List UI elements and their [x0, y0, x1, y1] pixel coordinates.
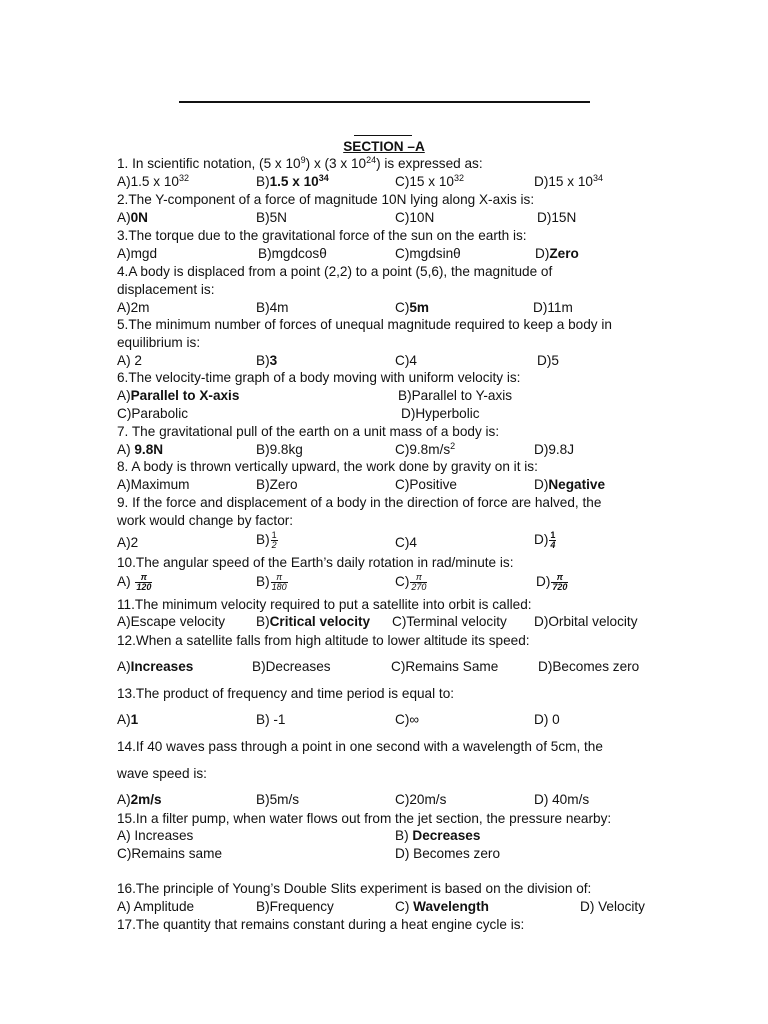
fraction — [135, 573, 152, 592]
answer-option: B)mgdcosθ — [258, 246, 327, 261]
answer-emphasis: Wavelength — [413, 899, 489, 914]
answer-option: A)1 — [117, 712, 139, 727]
question-text: 11.The minimum velocity required to put a satellite into orbit is called: — [117, 597, 532, 612]
answer-option: A) 9.8N — [117, 442, 164, 457]
answer-option: $C)9.8m/s^2$ — [395, 441, 456, 457]
answer-option: C) $\frac{\pi}{270}$ — [395, 572, 427, 592]
answer-option: D)Orbital velocity — [534, 614, 638, 629]
question-text-continued: wave speed is: — [117, 766, 207, 781]
fraction — [271, 531, 278, 550]
answer-emphasis: Decreases — [412, 828, 481, 843]
fraction-denominator: 120 — [136, 582, 152, 592]
question-text: 12.When a satellite falls from high altitude to lower altitude its speed: — [117, 633, 530, 648]
exponent: 32 — [178, 173, 189, 183]
answer-option: A)Parallel to X-axis — [117, 388, 240, 403]
fraction-denominator: 270 — [411, 582, 427, 592]
answer-option: C)10N — [395, 210, 435, 225]
answer-emphasis: Increases — [130, 659, 194, 674]
exponent: 32 — [453, 173, 464, 183]
question-text-continued: equilibrium is: — [117, 335, 201, 350]
answer-option: C)20m/s — [395, 792, 447, 807]
answer-option: D)15N — [537, 210, 577, 225]
answer-option: D)15 x $10^{34}$ — [534, 173, 603, 189]
exponent: 9 — [300, 155, 306, 165]
question-text: 16.The principle of Young’s Double Slits experiment is based on the division of: — [117, 881, 592, 896]
answer-option: A)Increases — [117, 659, 194, 674]
answer-option: A) Increases — [117, 828, 194, 843]
answer-option: D) Becomes zero — [395, 846, 501, 861]
answer-emphasis: 5m — [409, 300, 430, 315]
answer-option: D)Negative — [534, 477, 606, 492]
question-text: 1. In scientific notation, (5 x $10^9$) x (3 x $10^{24}$) is expressed as: — [117, 155, 483, 171]
answer-emphasis: 1.5 x 10 — [269, 174, 319, 189]
answer-option: D)9.8J — [534, 442, 575, 457]
answer-option: D)11m — [533, 300, 573, 315]
exponent: 34 — [318, 173, 329, 183]
answer-option: D) $\frac{1}{4}$ — [534, 530, 556, 550]
question-text: 2.The Y-component of a force of magnitude 10N lying along X-axis is: — [117, 192, 535, 207]
answer-option: D) 40m/s — [534, 792, 590, 807]
answer-option: B) $\frac{\pi}{180}$ — [256, 572, 287, 592]
fraction-denominator: 720 — [552, 582, 568, 592]
answer-option: B) $\frac{1}{2}$ — [256, 530, 277, 550]
fraction — [549, 531, 556, 550]
question-text-continued: displacement is: — [117, 282, 215, 297]
answer-option: C)15 x $10^{32}$ — [395, 173, 464, 189]
fraction-denominator: 2 — [271, 540, 277, 550]
answer-option: A)Maximum — [117, 477, 190, 492]
answer-option: B)Parallel to Y-axis — [398, 388, 513, 403]
answer-emphasis: Zero — [549, 246, 579, 261]
answer-option: C)5m — [395, 300, 430, 315]
question-text: 5.The minimum number of forces of unequal magnitude required to keep a body in — [117, 317, 612, 332]
question-text: 13.The product of frequency and time period is equal to: — [117, 686, 455, 701]
question-text: 17.The quantity that remains constant during a heat engine cycle is: — [117, 917, 525, 932]
answer-option: D)Becomes zero — [538, 659, 640, 674]
answer-option: A)1.5 x $10^{32}$ — [117, 173, 189, 189]
answer-option: B)3 — [256, 353, 278, 368]
question-text: 8. A body is thrown vertically upward, the work done by gravity on it is: — [117, 459, 538, 474]
fraction-numerator: 1 — [550, 530, 556, 540]
answer-option: A)2m — [117, 300, 150, 315]
question-text: 3.The torque due to the gravitational force of the sun on the earth is: — [117, 228, 527, 243]
answer-option: C)Positive — [395, 477, 457, 492]
fraction — [551, 573, 568, 592]
answer-option: A)2 — [117, 535, 139, 550]
answer-option: C)mgdsinθ — [395, 246, 461, 261]
fraction-denominator: 180 — [271, 582, 287, 592]
exponent: 24 — [366, 155, 377, 165]
section-title: SECTION –A — [343, 139, 425, 154]
fraction-numerator: π — [410, 573, 427, 583]
fraction — [271, 573, 288, 592]
answer-option: D) 0 — [534, 712, 560, 727]
answer-option: C)∞ — [395, 712, 420, 727]
answer-option: B)9.8kg — [256, 442, 303, 457]
answer-emphasis: 1 — [130, 712, 139, 727]
answer-option: D) $\frac{\pi}{720}$ — [536, 572, 568, 592]
exponent: 34 — [592, 173, 603, 183]
answer-option: B)Zero — [256, 477, 298, 492]
fraction — [410, 573, 427, 592]
answer-option: A)2m/s — [117, 792, 162, 807]
question-text: 10.The angular speed of the Earth’s daily rotation in rad/minute is: — [117, 555, 514, 570]
answer-option: C) Wavelength — [395, 899, 489, 914]
fraction-numerator: 1 — [271, 530, 277, 540]
answer-option: C)4 — [395, 535, 417, 550]
answer-option: C)4 — [395, 353, 417, 368]
section-title-overline — [354, 135, 412, 136]
answer-option: D)Zero — [535, 246, 579, 261]
question-text: 4.A body is displaced from a point (2,2) to a point (5,6), the magnitude of — [117, 264, 553, 279]
fraction-denominator: 4 — [550, 540, 556, 550]
answer-option: B)4m — [256, 300, 289, 315]
answer-option: B) Decreases — [395, 828, 481, 843]
answer-option: B)Frequency — [256, 899, 334, 914]
answer-emphasis: Parallel to X-axis — [130, 388, 240, 403]
answer-option: C)Terminal velocity — [392, 614, 507, 629]
fraction-numerator: π — [271, 573, 288, 583]
answer-option: C)Remains Same — [391, 659, 499, 674]
answer-option: B)5m/s — [256, 792, 300, 807]
answer-option: C)Remains same — [117, 846, 222, 861]
answer-emphasis: 3 — [269, 353, 278, 368]
answer-option: A) Amplitude — [117, 899, 195, 914]
header-rule — [179, 101, 590, 103]
question-text: 7. The gravitational pull of the earth on a unit mass of a body is: — [117, 424, 500, 439]
answer-option: A) 2 — [117, 353, 142, 368]
answer-option: D) Velocity — [580, 899, 645, 914]
answer-option: B)1.5 x $10^{34}$ — [256, 173, 329, 189]
answer-emphasis: 2m/s — [130, 792, 162, 807]
answer-option: B)Decreases — [252, 659, 331, 674]
question-text-continued: work would change by factor: — [117, 513, 294, 528]
answer-option: D)5 — [537, 353, 559, 368]
answer-option: C)Parabolic — [117, 406, 189, 421]
fraction-numerator: π — [551, 573, 568, 583]
answer-option: A)0N — [117, 210, 148, 225]
exponent: 2 — [450, 441, 456, 451]
answer-emphasis: 0N — [130, 210, 148, 225]
answer-option: D)Hyperbolic — [401, 406, 480, 421]
answer-option: B)Critical velocity — [256, 614, 371, 629]
fraction-numerator: π — [135, 573, 152, 583]
answer-option: A)Escape velocity — [117, 614, 226, 629]
question-text: 15.In a filter pump, when water flows out from the jet section, the pressure nearby: — [117, 811, 612, 826]
question-text: 6.The velocity-time graph of a body moving with uniform velocity is: — [117, 370, 521, 385]
question-text: 14.If 40 waves pass through a point in one second with a wavelength of 5cm, the — [117, 739, 603, 754]
answer-emphasis: 9.8N — [134, 442, 164, 457]
answer-option: B)5N — [256, 210, 287, 225]
answer-option: A) $\frac{\pi}{120}$ — [117, 572, 152, 592]
answer-option: A)mgd — [117, 246, 158, 261]
answer-emphasis: Negative — [548, 477, 606, 492]
answer-option: B) -1 — [256, 712, 286, 727]
question-text: 9. If the force and displacement of a body in the direction of force are halved, the — [117, 495, 602, 510]
answer-emphasis: Critical velocity — [269, 614, 371, 629]
